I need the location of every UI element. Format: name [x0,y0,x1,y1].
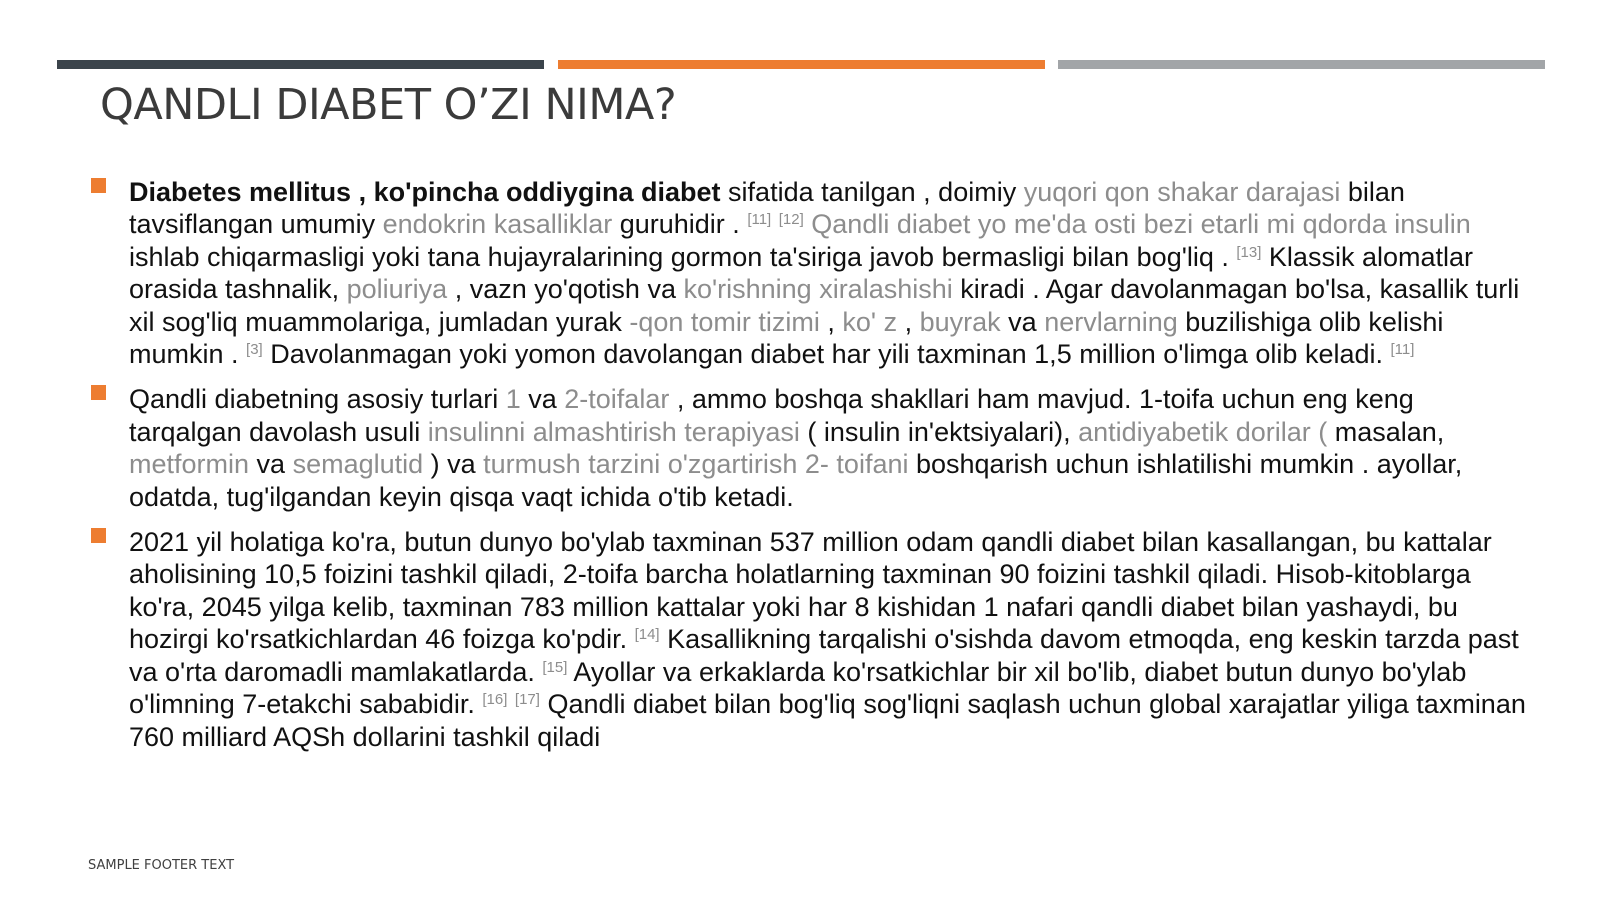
footer-text: SAMPLE FOOTER TEXT [88,858,235,873]
bullet-text [129,527,1526,751]
text-run: guruhidir . [612,209,748,240]
text-run: ) va [423,449,484,480]
text-run: va [520,384,565,415]
citation-ref[interactable]: [17] [514,691,540,709]
text-run: va [249,449,293,480]
text-run: , vazn yo'qotish va [447,274,684,305]
text-run: Qandli diabet bilan bog'liq sog'liqni saqlash uchun global xarajatlar yiliga taxminan 760 milliard AQSh dollarini tashkil qiladi [129,689,1526,752]
accent-bar-orange [558,60,1045,69]
text-run: Ayollar va erkaklarda ko'rsatkichlar bir xil bo'lib, diabet butun dunyo bo'ylab o'limning 7-etakchi sababidir. [129,656,1467,720]
wiki-link[interactable]: ko' z [842,306,898,337]
citation-ref[interactable]: [14] [634,626,660,644]
wiki-link[interactable]: semaglutid [292,449,424,480]
wiki-link[interactable]: -qon tomir tizimi [629,306,820,337]
bullet-marker [91,385,106,400]
wiki-link[interactable]: antidiyabetik dorilar ( [1078,416,1328,447]
text-run [507,689,515,719]
slide-title: QANDLI DIABET O’ZI NIMA? [100,80,677,130]
text-run: ishlab chiqarmasligi yoki tana hujayralarining gormon ta'siriga javob bermasligi bilan bog'liq . [129,241,1237,272]
bullet-item [88,526,1533,753]
text-run: 2021 yil holatiga ko'ra, butun dunyo bo'ylab taxminan 537 million odam qandli diabet bilan kasallangan, bu kattalar aholisining 10,5 foizini tashkil qiladi, 2-toifa barcha holatlarning taxminan 90 foizini tashkil qiladi. Hisob-kitoblarga ko'ra, 2045 yilga kelib, taxminan 783 million kattalar yoki har 8 kishidan 1 nafari qandli diabet bilan yashaydi, bu hozirgi ko'rsatkichlardan 46 foizga ko'pdir. [129,527,1492,655]
bullet-list [88,176,1533,766]
citation-ref[interactable]: [12] [778,211,804,229]
text-run: , [897,306,920,337]
citation-ref[interactable]: [3] [246,341,263,359]
accent-bar-gray [1058,60,1545,69]
bullet-text [129,384,1462,511]
citation-ref[interactable]: [13] [1236,243,1262,261]
wiki-link[interactable]: turmush tarzini o'zgartirish 2- toifani [483,449,909,480]
text-run [771,209,779,239]
wiki-link[interactable]: ko'rishning xiralashishi [683,274,953,305]
wiki-link[interactable]: Qandli diabet yo me'da osti bezi etarli mi qdorda insulin [811,209,1471,240]
text-run: Kasallikning tarqalishi o'sishda davom etmoqda, eng keskin tarzda past va o'rta daromadli mamlakatlarda. [129,624,1519,687]
bullet-text [129,177,1519,369]
text-run: bilan tavsiflangan umumiy [129,177,1405,240]
text-run: Qandli diabetning asosiy turlari [129,384,506,415]
text-run: kiradi . Agar davolanmagan bo'lsa, kasallik turli xil sog'liq muammolariga, jumladan yurak [129,274,1520,337]
text-run: sifatida tanilgan , doimiy [720,177,1024,207]
text-run: masalan, [1327,416,1445,447]
citation-ref[interactable]: [16] [482,691,508,709]
wiki-link[interactable]: poliuriya [346,274,448,305]
text-run: Klassik alomatlar orasida tashnalik, [129,241,1473,305]
citation-ref[interactable]: [11] [747,211,772,229]
text-run: Davolanmagan yoki yomon davolangan diabet har yili taxminan 1,5 million o'limga olib keladi. [262,339,1391,370]
text-run: ( insulin in'ektsiyalari), [799,416,1079,447]
text-run: , ammo boshqa shakllari ham mavjud. 1-toifa uchun eng keng tarqalgan davolash usuli [129,384,1414,447]
accent-bar-dark [57,60,544,69]
bullet-marker [91,528,106,543]
wiki-link[interactable]: endokrin kasalliklar [382,209,613,240]
citation-ref[interactable]: [11] [1390,341,1415,359]
bullet-item [88,383,1533,513]
text-run: boshqarish uchun ishlatilishi mumkin . ayollar, odatda, tug'ilgandan keyin qisqa vaqt ichida o'tib ketadi. [129,449,1463,512]
text-run: , [819,306,843,337]
wiki-link[interactable]: insulinni almashtirish terapiyasi [427,416,800,447]
wiki-link[interactable]: nervlarning [1044,306,1178,337]
bullet-marker [91,178,106,193]
bold-term: Diabetes mellitus , ko'pincha oddiygina diabet [129,177,721,207]
wiki-link[interactable]: metformin [129,449,250,480]
wiki-link[interactable]: 2-toifalar [564,384,670,415]
text-run: va [1000,306,1045,337]
wiki-link[interactable]: 1 [505,384,521,415]
wiki-link[interactable]: yuqori qon shakar darajasi [1023,177,1341,207]
wiki-link[interactable]: buyrak [919,306,1001,337]
citation-ref[interactable]: [15] [542,658,568,676]
bullet-item [88,176,1533,370]
text-run: buzilishiga olib kelishi mumkin . [129,306,1444,370]
